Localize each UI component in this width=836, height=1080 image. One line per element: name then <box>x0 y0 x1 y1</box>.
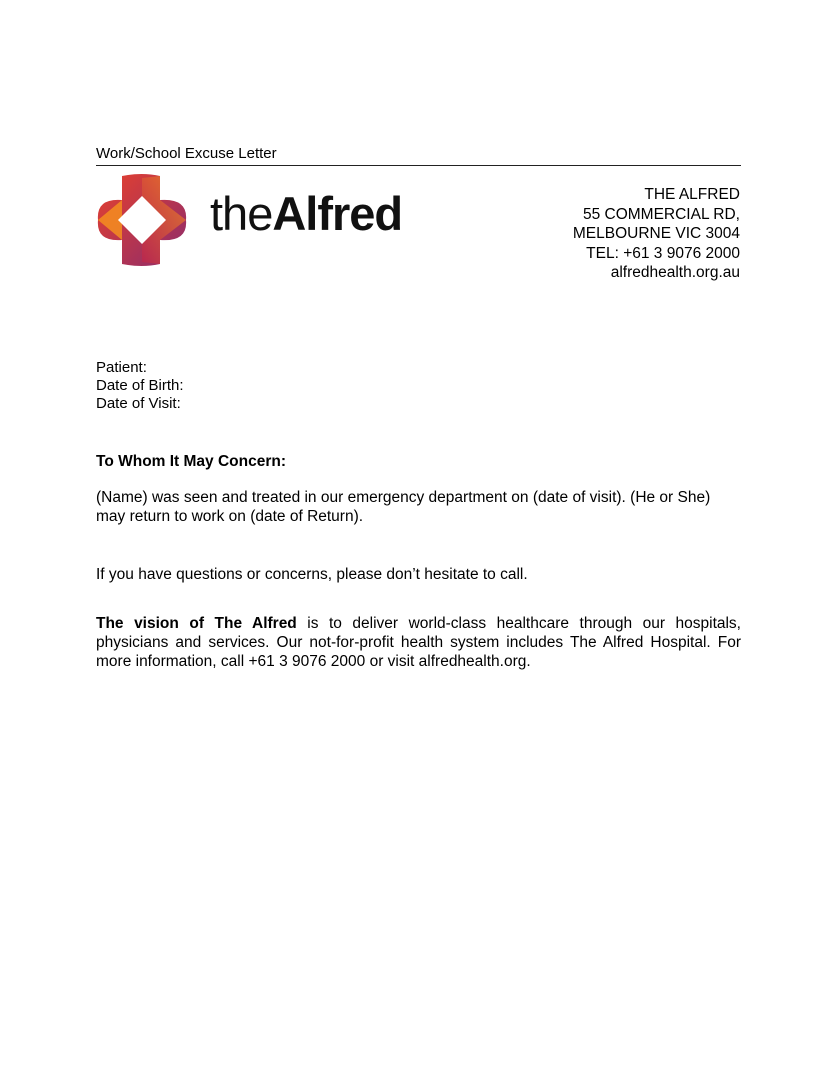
header-divider <box>96 165 741 166</box>
logo-prefix: the <box>210 187 273 240</box>
patient-info <box>96 359 184 413</box>
hospital-address <box>573 185 740 283</box>
logo-wordmark <box>210 186 402 241</box>
address-website: alfredhealth.org.au <box>610 264 740 281</box>
address-phone: TEL: +61 3 9076 2000 <box>586 244 740 262</box>
body-paragraph: (Name) was seen and treated in our emergency department on (date of visit). (He or She) may return to work on (date of Return). <box>96 489 711 525</box>
closing-paragraph: If you have questions or concerns, please don’t hesitate to call. <box>96 566 528 583</box>
vision-statement <box>96 614 741 671</box>
salutation: To Whom It May Concern: <box>96 453 287 470</box>
address-line: THE ALFRED <box>644 186 740 203</box>
visit-date-label: Date of Visit: <box>96 395 181 412</box>
dob-label: Date of Birth: <box>96 377 184 394</box>
address-line: 55 COMMERCIAL RD, <box>582 205 740 223</box>
alfred-logo-icon <box>96 174 188 266</box>
document-title: Work/School Excuse Letter <box>96 145 277 162</box>
address-line: MELBOURNE VIC 3004 <box>572 225 740 242</box>
vision-text: is to deliver world-class healthcare through our hospitals, physicians and services. Our not-for-profit health system includes The Alfred Hospital. For more information, call +61 3 9076 2000 or visit alfredhealth.org. <box>96 615 741 670</box>
logo-name: Alfred <box>272 187 403 240</box>
patient-label: Patient: <box>96 359 147 376</box>
vision-heading: The vision of The Alfred <box>96 615 297 632</box>
